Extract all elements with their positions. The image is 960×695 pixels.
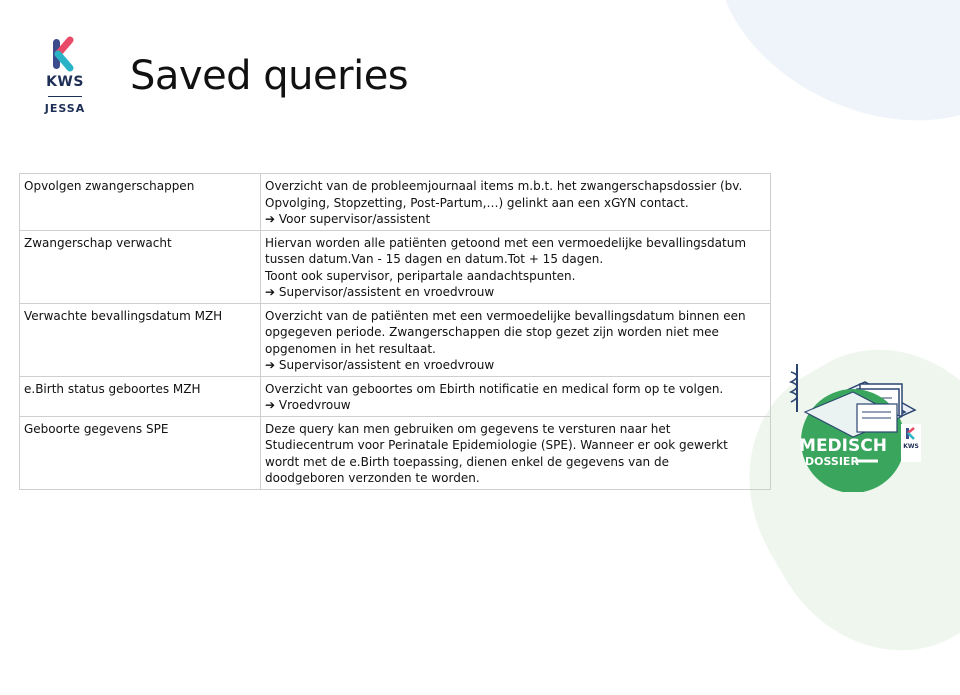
description-line: doodgeboren verzonden te worden. xyxy=(265,471,480,485)
badge-line1: MEDISCH xyxy=(799,436,887,456)
description-line: Overzicht van de patiënten met een vermoedelijke bevallingsdatum binnen een xyxy=(265,308,746,323)
query-description xyxy=(261,376,771,416)
query-description xyxy=(261,174,771,231)
query-name: Verwachte bevallingsdatum MZH xyxy=(20,303,261,376)
badge-line2: DOSSIER xyxy=(805,455,859,468)
logo-subbrand: JESSA xyxy=(44,102,86,115)
logo-divider xyxy=(48,96,82,97)
description-line: Hiervan worden alle patiënten getoond met een vermoedelijke bevallingsdatum xyxy=(265,235,747,250)
kws-jessa-logo xyxy=(36,36,94,122)
description-line: ➔ Supervisor/assistent en vroedvrouw xyxy=(265,285,495,299)
description-line: Toont ook supervisor, peripartale aandachtspunten. xyxy=(265,268,576,283)
query-description xyxy=(261,303,771,376)
caduceus-icon xyxy=(791,364,797,412)
description-line: Overzicht van geboortes om Ebirth notificatie en medical form op te volgen. xyxy=(265,381,724,396)
description-line: ➔ Vroedvrouw xyxy=(265,398,351,412)
badge-mini-brand: KWS xyxy=(903,443,919,450)
page-title: Saved queries xyxy=(130,53,409,99)
table-row xyxy=(20,303,771,376)
description-line: Opvolging, Stopzetting, Post-Partum,…) gelinkt aan een xGYN contact. xyxy=(265,195,689,210)
description-line: tussen datum.Van - 15 dagen en datum.Tot + 15 dagen. xyxy=(265,252,604,266)
query-name: Opvolgen zwangerschappen xyxy=(20,174,261,231)
query-description xyxy=(261,230,771,303)
medisch-dossier-badge xyxy=(765,362,950,492)
table-row xyxy=(20,174,771,231)
kws-k-icon xyxy=(36,36,94,76)
description-line: Studiecentrum voor Perinatale Epidemiologie (SPE). Wanneer er ook gewerkt xyxy=(265,438,728,452)
query-name: e.Birth status geboortes MZH xyxy=(20,376,261,416)
query-description xyxy=(261,416,771,489)
saved-queries-table xyxy=(19,173,771,490)
table-row xyxy=(20,230,771,303)
query-name: Geboorte gegevens SPE xyxy=(20,416,261,489)
table-row xyxy=(20,376,771,416)
table-row xyxy=(20,416,771,489)
description-line: ➔ Supervisor/assistent en vroedvrouw xyxy=(265,358,495,372)
description-line: Deze query kan men gebruiken om gegevens te versturen naar het xyxy=(265,421,671,436)
description-line: opgenomen in het resultaat. xyxy=(265,341,436,356)
description-line: opgegeven periode. Zwangerschappen die stop gezet zijn worden niet mee xyxy=(265,325,719,339)
description-line: wordt met de e.Birth toepassing, dienen enkel de gegevens van de xyxy=(265,454,669,469)
query-name: Zwangerschap verwacht xyxy=(20,230,261,303)
background-shape-top xyxy=(677,0,960,169)
description-line: Overzicht van de probleemjournaal items m.b.t. het zwangerschapsdossier (bv. xyxy=(265,179,743,193)
logo-brand: KWS xyxy=(46,74,84,90)
description-line: ➔ Voor supervisor/assistent xyxy=(265,212,431,226)
